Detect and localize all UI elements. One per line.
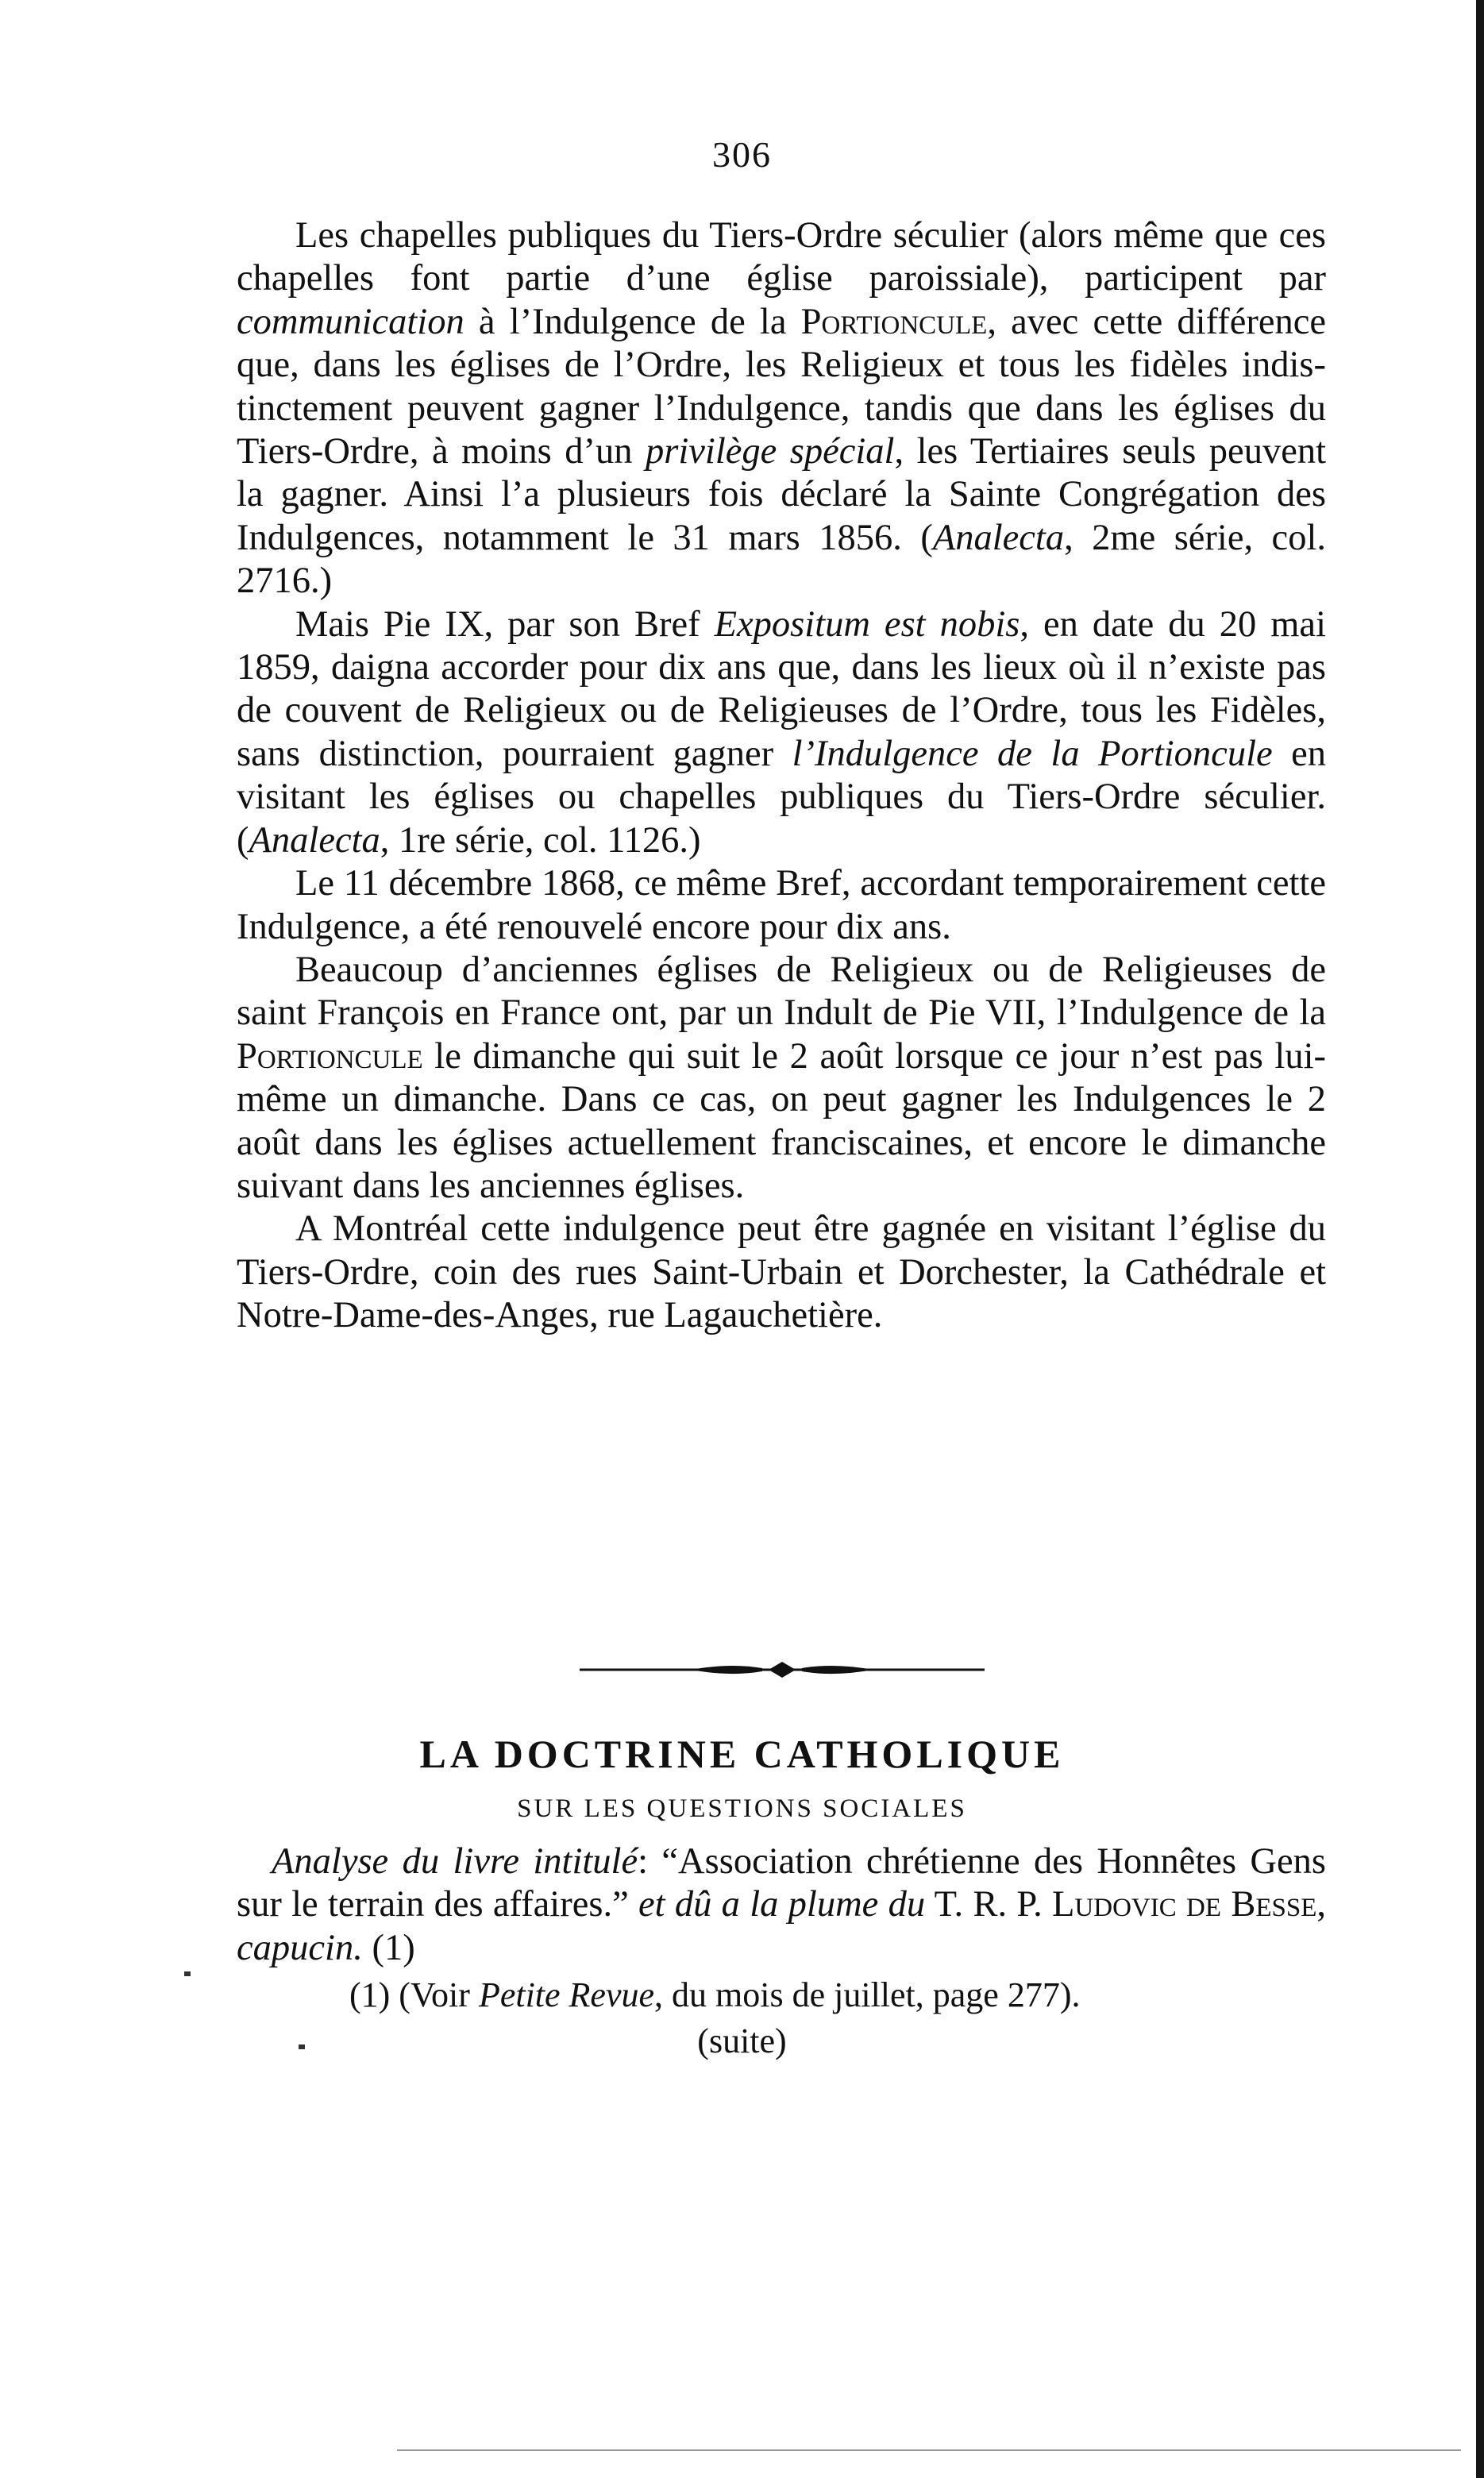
text-run: à l’Indulgence de la [464,301,801,342]
stray-mark [184,1971,191,1976]
paragraph [237,949,1326,1208]
text-run: , 2me série, col. 2716.) [237,517,1326,602]
footnote [349,1975,1326,2016]
italic-run: Expositum est nobis [714,603,1020,645]
italic-run: Petite Revue [478,1975,655,2014]
text-run: Le 11 décembre 1868, ce même Bref, accordant temporairement cette Indulgence, a été renouvelé encore pour dix ans. [237,863,1326,947]
text-run: A Montréal cette indulgence peut être gagnée en visitant l’église du Tiers-Ordre, coin des rues Saint-Urbain et Dorchester, la Cathédrale et Notre-Dame-des-Anges, rue Lagauchetière. [237,1208,1326,1336]
text-run: (1) (Voir [349,1975,479,2014]
text-run: , du mois de juillet, page 277). [654,1975,1081,2014]
text-run: , les Tertiaires seuls peuvent la gagner. Ainsi l’a plusieurs fois déclaré la Sainte Congrégation des Indulgences, notamment le 31 mars 1856. ( [237,431,1326,558]
text-run: , 1re série, col. 1126.) [380,819,701,861]
bottom-rule [397,2449,1461,2451]
text-run: en visitant les églises ou chapelles publiques du Tiers-Ordre séculier. ( [237,733,1327,861]
book-analysis [237,1840,1326,1970]
text-run: , en date du 20 mai 1859, daigna accorder pour dix ans que, dans les lieux où il n’existe pas de couvent de Religieux ou de Religieuses de l’Ordre, tous les Fidèles, sans distinction, pourraient gagner [237,603,1326,774]
body-text [237,214,1326,1338]
text-run: Mais Pie IX, par son Bref [295,603,715,645]
text-run: , [1316,1884,1326,1925]
section-title: LA DOCTRINE CATHOLIQUE [419,1732,1065,1776]
analysis-text [237,1840,1326,1970]
italic-run: Analecta [249,819,380,861]
page-edge [1476,0,1484,2478]
italic-run: et dû a la plume du [638,1884,926,1925]
text-run: (1) [362,1927,415,1968]
page-number: 306 [712,134,772,175]
paragraph [237,1208,1326,1337]
paragraph [237,862,1326,949]
smallcaps-run: Portioncule [800,301,988,342]
smallcaps-run: Portioncule [237,1035,423,1077]
text-run: Les chapelles publiques du Tiers-Ordre séculier (alors même que ces chapelles font partie d’une église paroissiale), participent par [237,215,1326,299]
stray-mark [299,2044,305,2049]
italic-run: privilège spécial [646,431,895,472]
continued-marker: (suite) [697,2021,787,2060]
italic-run: capucin. [237,1927,363,1968]
italic-run: l’Indulgence de la Portioncule [792,733,1273,774]
italic-run: Analecta [932,517,1065,558]
section-subtitle: SUR LES QUESTIONS SOCIALES [517,1794,967,1823]
italic-run: Analyse du livre intitulé [272,1841,638,1882]
text-run: , avec cette différence que, dans les églises de l’Ordre, les Religieux et tous les fidèles indistinctement peuvent gagner l’Indulgence, tandis que dans les églises du Tiers-Ordre, à moins d’un [237,301,1327,472]
paragraph [237,214,1326,603]
smallcaps-run: Ludovic de Besse [1052,1884,1317,1925]
text-run: le dimanche qui suit le 2 août lorsque ce jour n’est pas lui-même un dimanche. Dans ce cas, on peut gagner les Indulgences le 2 août dans les églises actuellement franciscaines, et encore le dimanche suivant dans les anciennes églises. [237,1035,1326,1206]
ornamental-divider [580,1658,985,1682]
italic-run: communication [237,301,464,342]
text-run: T. R. P. [925,1884,1053,1925]
text-run: Beaucoup d’anciennes églises de Religieux ou de Religieuses de saint François en France ont, par un Indult de Pie VII, l’Indulgence de la [237,949,1326,1034]
paragraph [237,603,1326,862]
text-run: : “Association chrétienne des Honnêtes Gens sur le terrain des affaires.” [237,1841,1327,1925]
